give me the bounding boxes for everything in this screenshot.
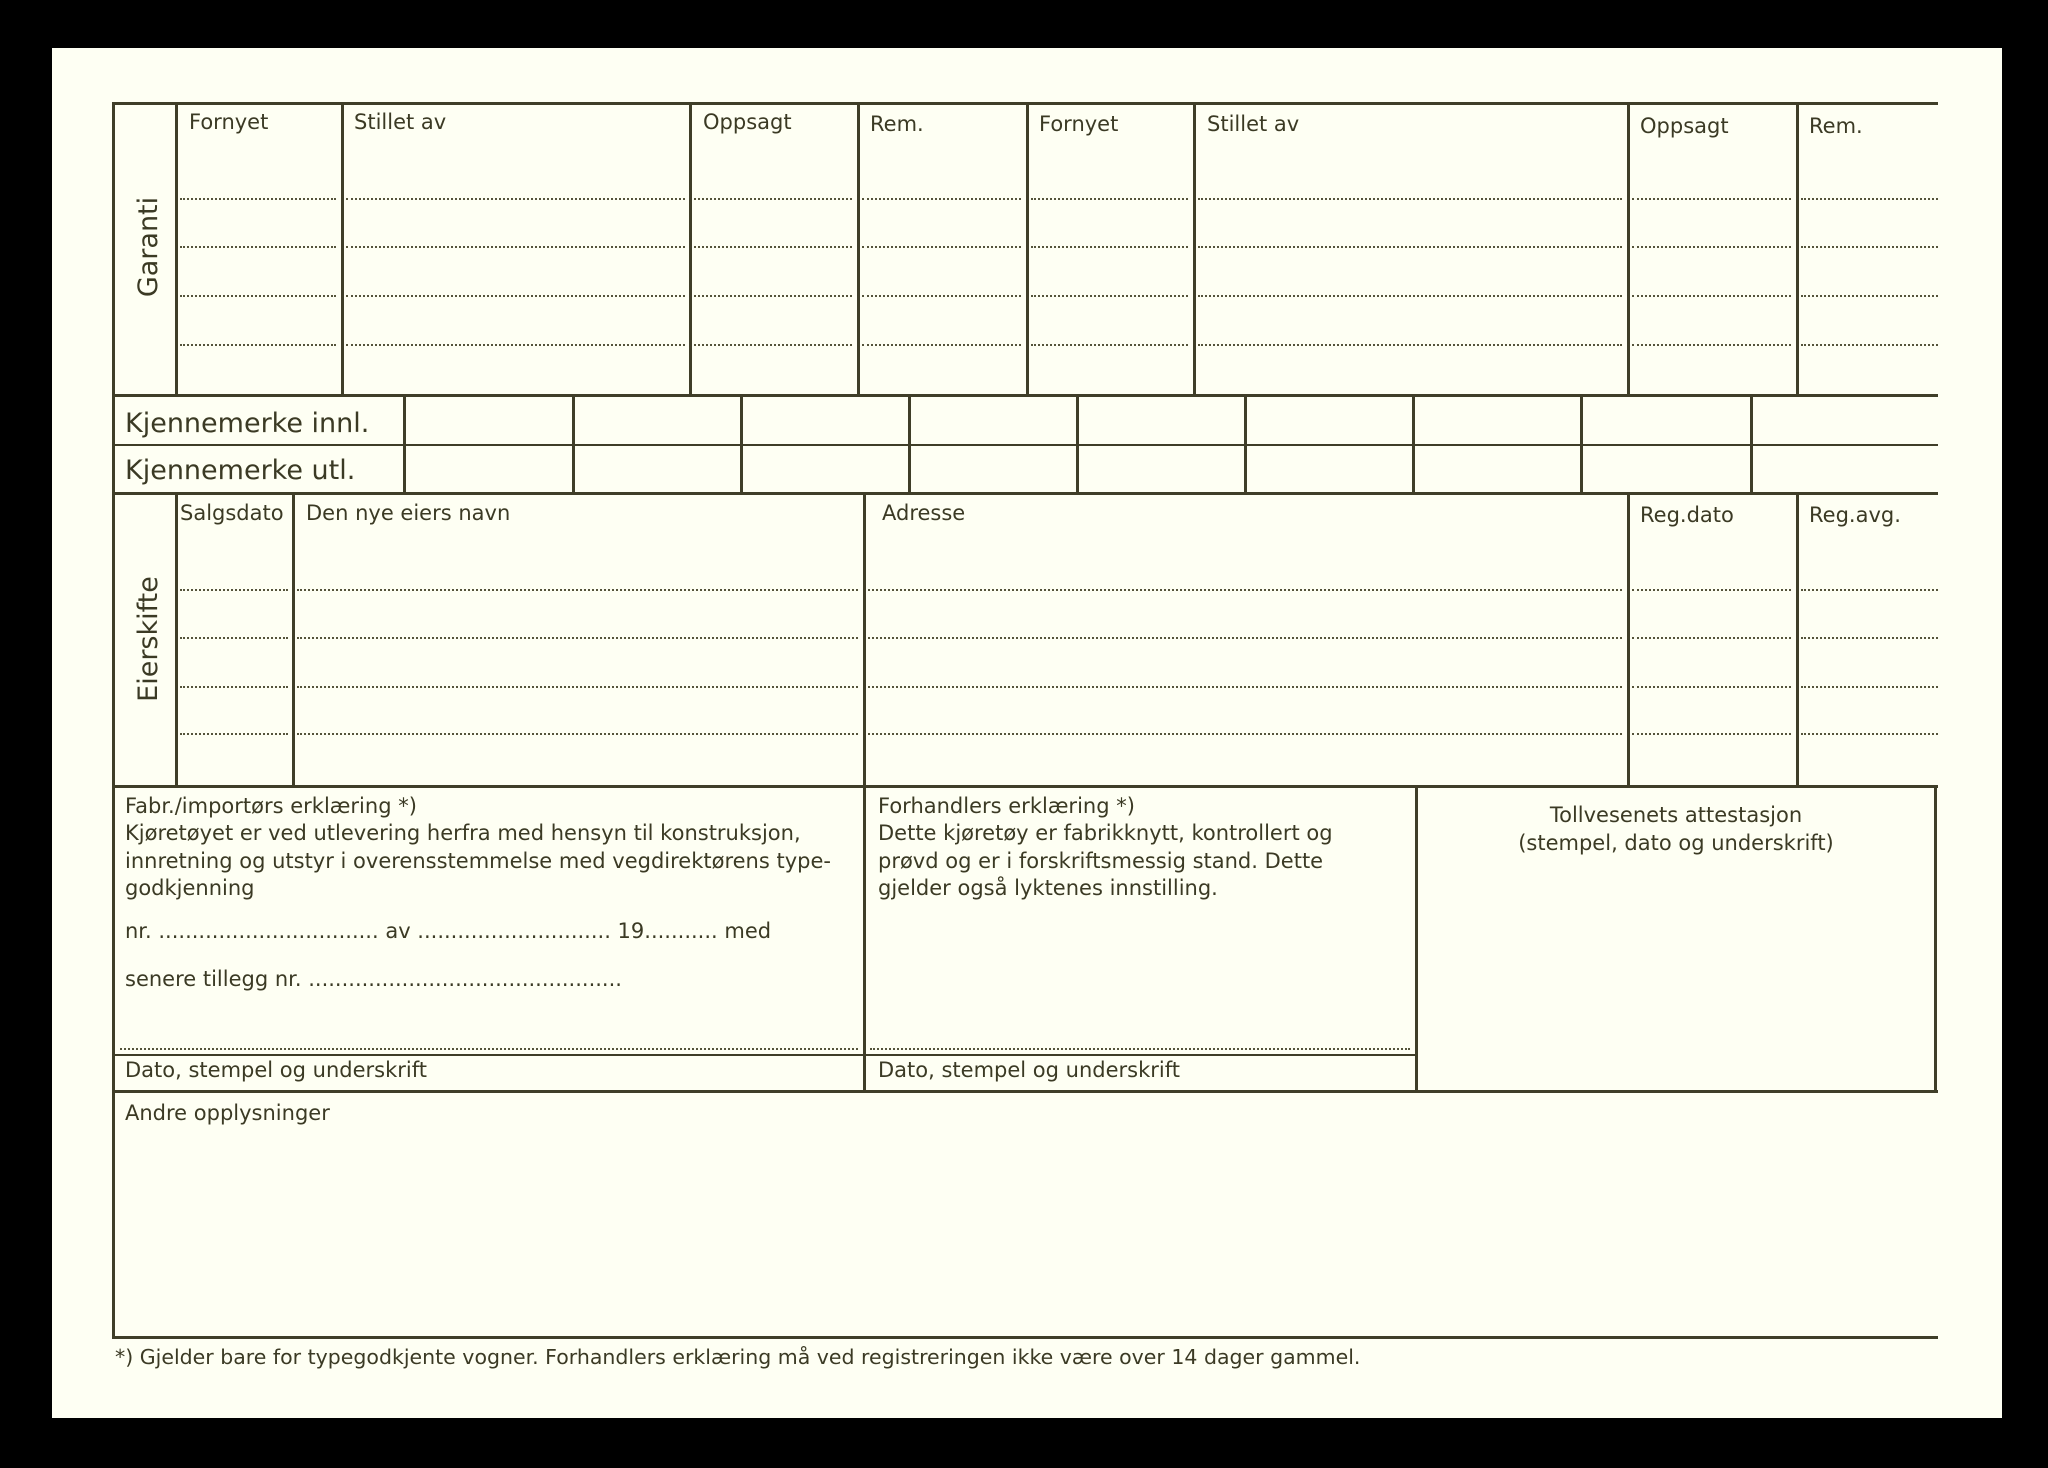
dotted-entry-line <box>862 295 1021 297</box>
dotted-entry-line <box>180 733 288 735</box>
fabr-signature-label: Dato, stempel og underskrift <box>125 1058 427 1082</box>
dotted-entry-line <box>868 733 1622 735</box>
dotted-entry-line <box>1632 686 1791 688</box>
form-left-border <box>112 102 115 1338</box>
dotted-entry-line <box>694 246 852 248</box>
garanti-header-fornyet: Fornyet <box>189 110 269 134</box>
col-divider <box>1193 102 1196 394</box>
dotted-entry-line <box>1198 246 1622 248</box>
dotted-entry-line <box>1801 589 1938 591</box>
fabr-signature-rule <box>112 1054 864 1056</box>
dotted-entry-line <box>297 637 858 639</box>
col-divider <box>341 102 344 394</box>
dotted-entry-line <box>180 295 336 297</box>
garanti-header-stillet-av-2: Stillet av <box>1207 112 1300 136</box>
dotted-entry-line <box>1031 198 1188 200</box>
plate-cell-divider <box>1076 397 1079 492</box>
eierskifte-header-reg-avg: Reg.avg. <box>1809 503 1901 527</box>
toll-title: Tollvesenets attestasjon <box>1549 803 1803 827</box>
dotted-entry-line <box>1801 246 1938 248</box>
dotted-entry-line <box>346 246 685 248</box>
plate-cell-divider <box>1750 397 1753 492</box>
dotted-entry-line <box>868 637 1622 639</box>
dotted-entry-line <box>862 198 1021 200</box>
forhandler-signature-rule <box>866 1054 1416 1056</box>
col-divider <box>292 495 295 785</box>
dotted-entry-line <box>694 295 852 297</box>
dotted-entry-line <box>297 733 858 735</box>
forhandler-signature-label: Dato, stempel og underskrift <box>878 1058 1180 1082</box>
dotted-entry-line <box>1801 733 1938 735</box>
dotted-entry-line <box>346 344 685 346</box>
col-divider <box>1627 102 1630 394</box>
plate-cell-divider <box>1244 397 1247 492</box>
garanti-header-stillet-av: Stillet av <box>354 110 447 134</box>
eierskifte-side-label: Eierskifte <box>133 576 164 702</box>
footnote: *) Gjelder bare for typegodkjente vogner. Forhandlers erklæring må ved registreringen ikke være over 14 dager gammel. <box>115 1345 1361 1369</box>
dotted-entry-line <box>1632 198 1791 200</box>
dotted-entry-line <box>694 344 852 346</box>
dotted-entry-line <box>180 589 288 591</box>
dotted-entry-line <box>1801 295 1938 297</box>
dotted-entry-line <box>1198 295 1622 297</box>
garanti-bottom-border <box>112 394 1938 397</box>
dotted-entry-line <box>180 246 336 248</box>
dotted-entry-line <box>862 344 1021 346</box>
col-divider <box>1026 102 1029 394</box>
fabr-text <box>125 820 855 903</box>
dotted-entry-line <box>868 589 1622 591</box>
dotted-entry-line <box>1801 637 1938 639</box>
toll-right-border <box>1934 788 1937 1090</box>
dotted-entry-line <box>868 686 1622 688</box>
eierskifte-label-divider <box>175 495 178 785</box>
dotted-entry-line <box>1801 344 1938 346</box>
dotted-entry-line <box>180 344 336 346</box>
dotted-entry-line <box>1198 344 1622 346</box>
dotted-entry-line <box>297 589 858 591</box>
dotted-entry-line <box>694 198 852 200</box>
fabr-text-line: innretning og utstyr i overensstemmelse med vegdirektørens type- <box>125 848 831 873</box>
eierskifte-header-adresse: Adresse <box>882 501 966 525</box>
forhandler-text-line: prøvd og er i forskriftsmessig stand. Dette <box>878 848 1324 873</box>
col-divider <box>1627 495 1630 785</box>
garanti-label-divider <box>175 102 178 394</box>
toll-subtitle: (stempel, dato og underskrift) <box>1518 831 1834 855</box>
dotted-entry-line <box>346 295 685 297</box>
plate-cell-divider <box>572 397 575 492</box>
andre-label: Andre opplysninger <box>125 1101 330 1125</box>
dotted-entry-line <box>346 198 685 200</box>
dotted-entry-line <box>1198 198 1622 200</box>
col-divider <box>1796 495 1799 785</box>
dotted-entry-line <box>1632 589 1791 591</box>
dotted-entry-line <box>180 198 336 200</box>
col-divider <box>689 102 692 394</box>
dotted-entry-line <box>1801 686 1938 688</box>
dotted-entry-line <box>1031 246 1188 248</box>
kjennemerke-innl-label: Kjennemerke innl. <box>125 408 370 439</box>
plate-cell-divider <box>740 397 743 492</box>
fabr-title: Fabr./importørs erklæring *) <box>125 794 417 818</box>
fabr-tillegg-line: senere tillegg nr. ............................................... <box>125 967 622 991</box>
declaration-divider-1 <box>863 788 866 1090</box>
fabr-text-line: Kjøretøyet er ved utlevering herfra med hensyn til konstruksjon, <box>125 821 801 845</box>
declarations-bottom-border <box>112 1090 1938 1093</box>
plate-cell-divider <box>1580 397 1583 492</box>
garanti-header-fornyet-2: Fornyet <box>1039 112 1119 136</box>
fabr-signature-line <box>120 1048 858 1050</box>
forhandler-text-line: Dette kjøretøy er fabrikknytt, kontrollert og <box>878 821 1333 845</box>
form-bottom-border <box>112 1336 1938 1339</box>
plate-cell-divider <box>403 397 406 492</box>
dotted-entry-line <box>180 686 288 688</box>
col-divider <box>1796 102 1799 394</box>
dotted-entry-line <box>1031 344 1188 346</box>
dotted-entry-line <box>1632 246 1791 248</box>
garanti-header-oppsagt: Oppsagt <box>703 110 792 134</box>
eierskifte-header-salgsdato: Salgsdato <box>180 501 284 525</box>
dotted-entry-line <box>297 686 858 688</box>
fabr-nr-line: nr. ................................. av ............................. 19........... med <box>125 919 772 943</box>
forhandler-signature-line <box>870 1048 1410 1050</box>
dotted-entry-line <box>1632 637 1791 639</box>
dotted-entry-line <box>862 246 1021 248</box>
forhandler-title: Forhandlers erklæring *) <box>878 794 1135 818</box>
eierskifte-bottom-border <box>112 785 1938 788</box>
garanti-header-rem-2: Rem. <box>1809 114 1863 138</box>
dotted-entry-line <box>1031 295 1188 297</box>
garanti-header-oppsagt-2: Oppsagt <box>1640 114 1729 138</box>
kjennemerke-utl-label: Kjennemerke utl. <box>125 455 356 486</box>
plate-cell-divider <box>1412 397 1415 492</box>
dotted-entry-line <box>180 637 288 639</box>
garanti-side-label: Garanti <box>133 196 164 298</box>
forhandler-text-line: gjelder også lyktenes innstilling. <box>878 876 1218 900</box>
dotted-entry-line <box>1632 295 1791 297</box>
forhandler-text <box>878 820 1408 903</box>
col-divider <box>857 102 860 394</box>
plate-cell-divider <box>908 397 911 492</box>
col-divider <box>863 495 866 785</box>
fabr-text-line: godkjenning <box>125 876 255 900</box>
eierskifte-header-reg-dato: Reg.dato <box>1640 503 1734 527</box>
dotted-entry-line <box>1632 344 1791 346</box>
kjennemerke-bottom-border <box>112 492 1938 495</box>
garanti-header-rem: Rem. <box>870 112 924 136</box>
kjennemerke-mid-line <box>112 444 1938 446</box>
dotted-entry-line <box>1801 198 1938 200</box>
dotted-entry-line <box>1632 733 1791 735</box>
eierskifte-header-navn: Den nye eiers navn <box>306 501 511 525</box>
garanti-top-border <box>112 102 1938 105</box>
